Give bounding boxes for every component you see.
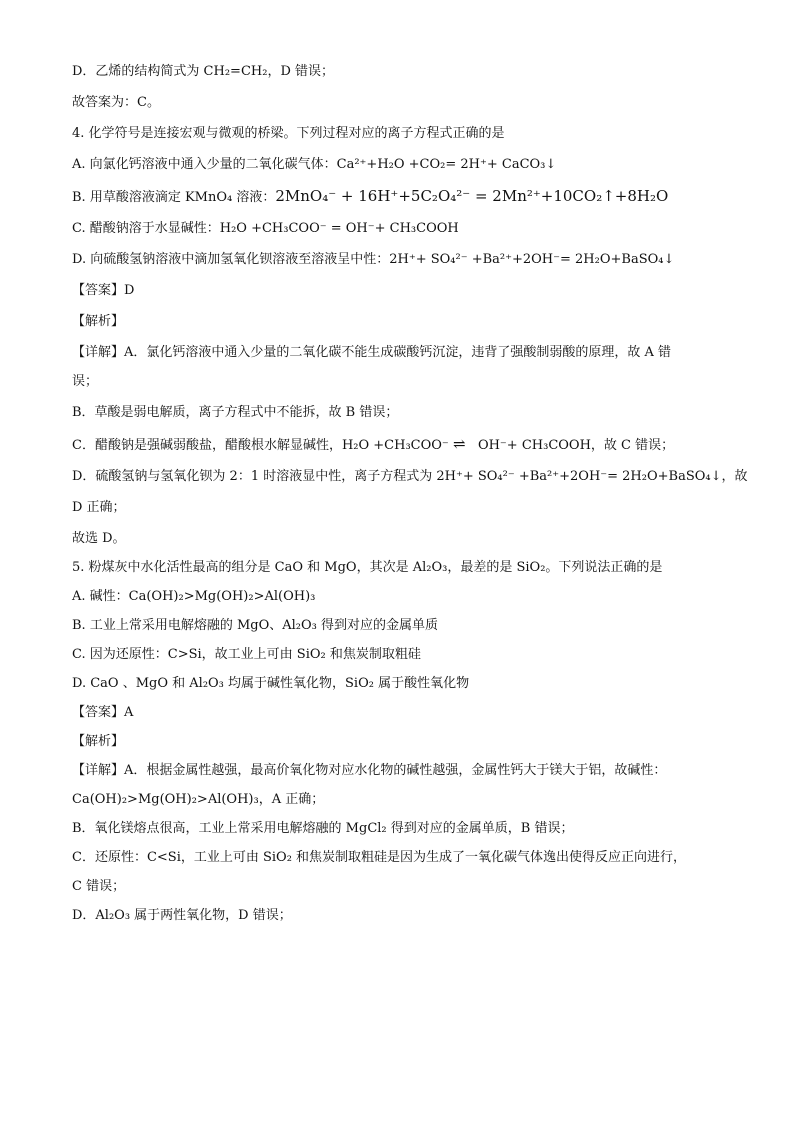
option-d: D. CaO 、MgO 和 Al₂O₃ 均属于碱性氧化物，SiO₂ 属于酸性氧化物 [72, 676, 470, 691]
analysis-label: 【解析】 [72, 734, 125, 749]
option-b-equation: 2MnO₄⁻ + 16H⁺+5C₂O₄²⁻ = 2Mn²⁺+10CO₂↑+8H₂O [275, 187, 669, 205]
option-c: C. 醋酸钠溶于水显碱性：H₂O +CH₃COO⁻ = OH⁻+ CH₃COOH [72, 221, 459, 236]
option-d [72, 250, 722, 270]
text-line: 故选 D。 [72, 531, 126, 546]
explanation-text: OH⁻+ CH₃COOH，故 C 错误； [477, 438, 675, 453]
question-5-stem: 5. 粉煤灰中水化活性最高的组分是 CaO 和 MgO，其次是 Al₂O₃，最差的是 SiO₂。下列说法正确的是 [72, 560, 663, 575]
explanation-line: D．Al₂O₃ 属于两性氧化物，D 错误； [72, 908, 292, 923]
explanation-line: 误； [72, 374, 99, 389]
analysis-label: 【解析】 [72, 314, 125, 329]
question-4-stem: 4. 化学符号是连接宏观与微观的桥梁。下列过程对应的离子方程式正确的是 [72, 126, 505, 141]
option-d-equation: 2H⁺+ SO₄²⁻ +Ba²⁺+2OH⁻= 2H₂O+BaSO₄↓ [389, 252, 675, 267]
answer-label: 【答案】A [72, 705, 134, 720]
option-b-text: B. 用草酸溶液滴定 KMnO₄ 溶液： [72, 190, 276, 205]
option-b: B. 工业上常采用电解熔融的 MgO、Al₂O₃ 得到对应的金属单质 [72, 618, 438, 633]
explanation-line: B．氧化镁熔点很高，工业上常采用电解熔融的 MgCl₂ 得到对应的金属单质，B 错误； [72, 821, 574, 836]
option-a: A. 碱性：Ca(OH)₂>Mg(OH)₂>Al(OH)₃ [72, 589, 316, 604]
option-b [72, 186, 722, 208]
answer-label: 【答案】D [72, 283, 135, 298]
option-a: A. 向氯化钙溶液中通入少量的二氧化碳气体：Ca²⁺+H₂O +CO₂= 2H⁺+ CaCO₃↓ [72, 157, 557, 172]
explanation-equation: 2H⁺+ SO₄²⁻ +Ba²⁺+2OH⁻= 2H₂O+BaSO₄↓，故 [436, 469, 748, 484]
explanation-text: D．硫酸氢钠与氢氧化钡为 2：1 时溶液显中性，离子方程式为 [72, 469, 437, 484]
text-line: D．乙烯的结构简式为 CH₂=CH₂，D 错误； [72, 64, 334, 79]
explanation-line: D 正确； [72, 500, 126, 515]
option-c: C. 因为还原性：C>Si，故工业上可由 SiO₂ 和焦炭制取粗硅 [72, 647, 421, 662]
explanation-text: C．醋酸钠是强碱弱酸盐，醋酸根水解显碱性，H₂O +CH₃COO⁻ [72, 438, 449, 453]
equilibrium-arrow: ⇌ [452, 435, 466, 453]
explanation-line: 【详解】A．氯化钙溶液中通入少量的二氧化碳不能生成碳酸钙沉淀，违背了强酸制弱酸的原理，故 A 错 [72, 345, 672, 360]
explanation-line: 【详解】A．根据金属性越强，最高价氧化物对应水化物的碱性越强，金属性钙大于镁大于铝，故碱性： [72, 763, 667, 778]
explanation-line [72, 434, 722, 456]
text-line: 故答案为：C。 [72, 95, 160, 110]
explanation-line: C．还原性：C<Si，工业上可由 SiO₂ 和焦炭制取粗硅是因为生成了一氧化碳气体逸出使得反应正向进行， [72, 850, 687, 865]
document-page [72, 62, 748, 926]
explanation-line [72, 467, 748, 487]
option-d-text: D. 向硫酸氢钠溶液中滴加氢氧化钡溶液至溶液呈中性： [72, 252, 390, 267]
explanation-line: C 错误； [72, 879, 126, 894]
explanation-line: B．草酸是弱电解质，离子方程式中不能拆，故 B 错误； [72, 405, 399, 420]
explanation-line: Ca(OH)₂>Mg(OH)₂>Al(OH)₃，A 正确； [72, 792, 325, 807]
